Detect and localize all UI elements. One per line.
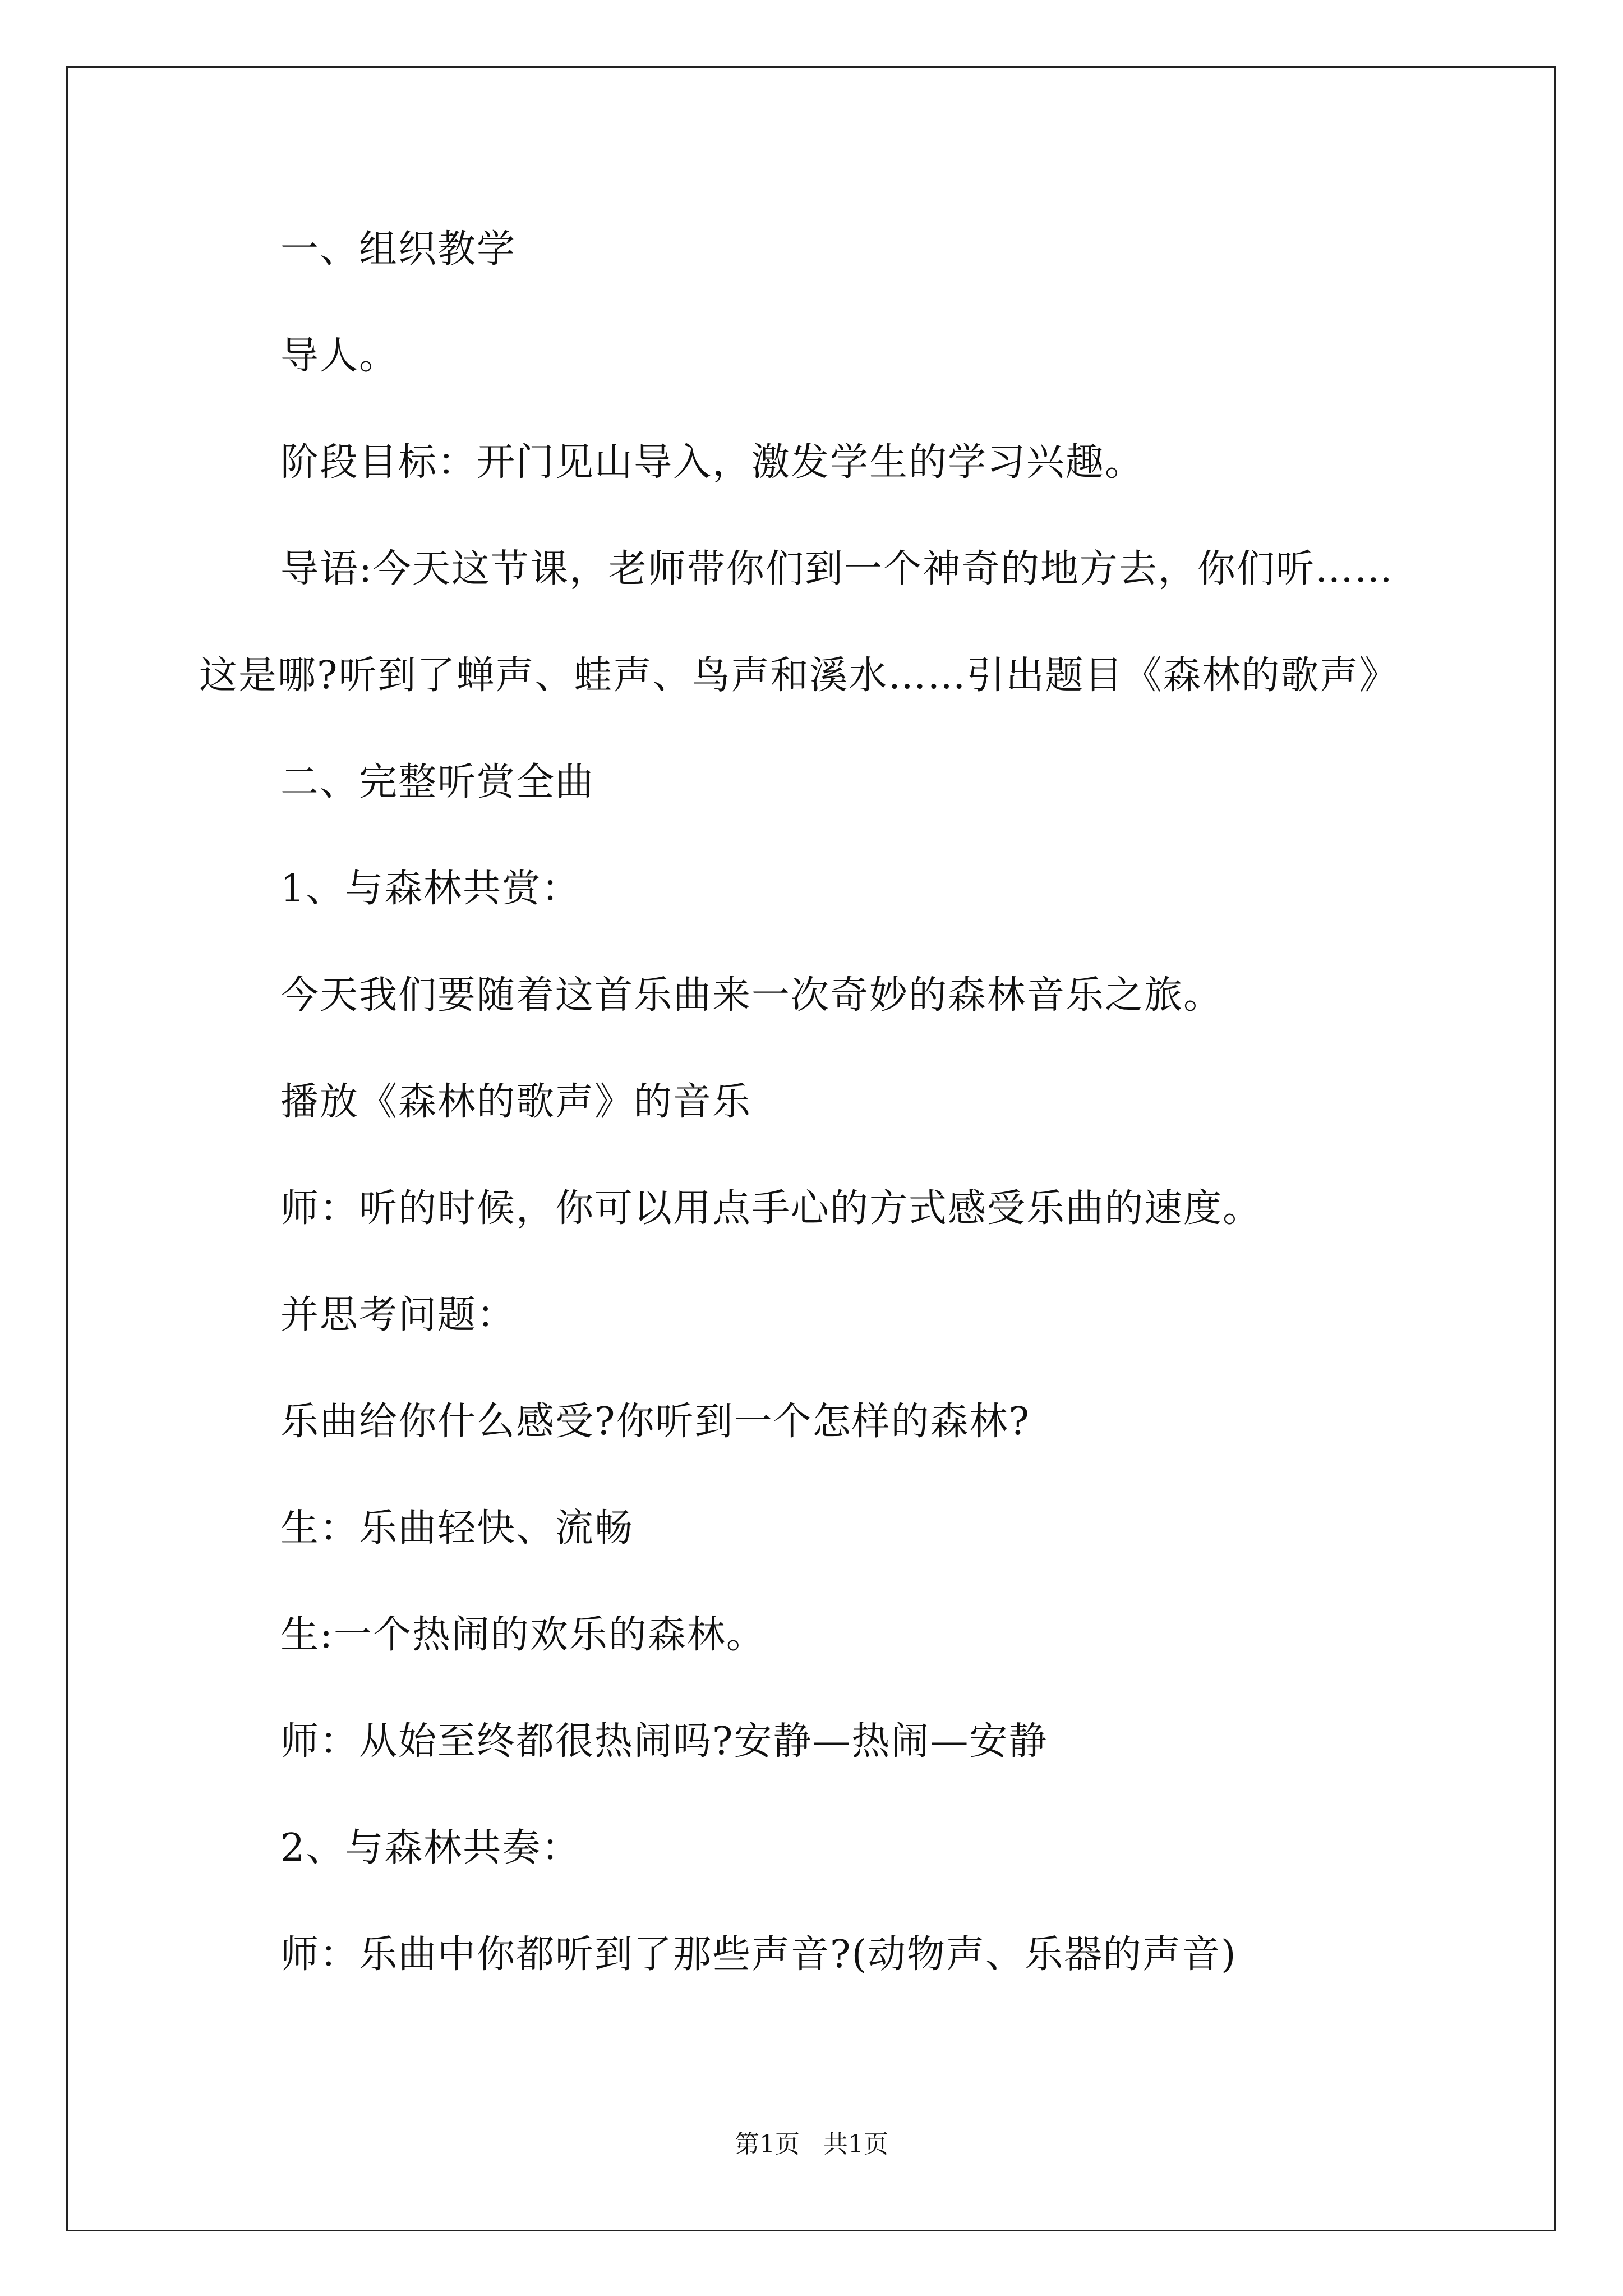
paragraph: 生:一个热闹的欢乐的森林。 bbox=[280, 1613, 766, 1657]
paragraph: 生：乐曲轻快、流畅 bbox=[280, 1506, 634, 1550]
paragraph-continuation: 这是哪?听到了蝉声、蛙声、鸟声和溪水……引出题目《森林的歌声》 bbox=[199, 654, 1399, 698]
section-heading-2: 二、完整听赏全曲 bbox=[280, 760, 595, 804]
subheading: 1、与森林共赏： bbox=[280, 867, 581, 911]
paragraph: 师：从始至终都很热闹吗?安静—热闹—安静 bbox=[280, 1719, 1048, 1764]
paragraph: 导语:今天这节课，老师带你们到一个神奇的地方去，你们听…… bbox=[280, 547, 1394, 591]
paragraph: 今天我们要随着这首乐曲来一次奇妙的森林音乐之旅。 bbox=[280, 973, 1223, 1018]
page-footer: 第1页 共1页 bbox=[735, 2130, 888, 2159]
paragraph: 导人。 bbox=[280, 334, 399, 378]
subheading: 2、与森林共奏： bbox=[280, 1826, 581, 1870]
paragraph: 乐曲给你什么感受?你听到一个怎样的森林? bbox=[280, 1400, 1030, 1444]
paragraph: 阶段目标：开门见山导入，激发学生的学习兴趣。 bbox=[280, 440, 1145, 485]
paragraph: 师：听的时候，你可以用点手心的方式感受乐曲的速度。 bbox=[280, 1186, 1262, 1231]
paragraph: 播放《森林的歌声》的音乐 bbox=[280, 1080, 752, 1124]
paragraph: 师：乐曲中你都听到了那些声音?(动物声、乐器的声音) bbox=[280, 1932, 1237, 1977]
section-heading-1: 一、组织教学 bbox=[280, 227, 517, 272]
page-border bbox=[66, 66, 1556, 2231]
paragraph: 并思考问题： bbox=[280, 1293, 517, 1337]
